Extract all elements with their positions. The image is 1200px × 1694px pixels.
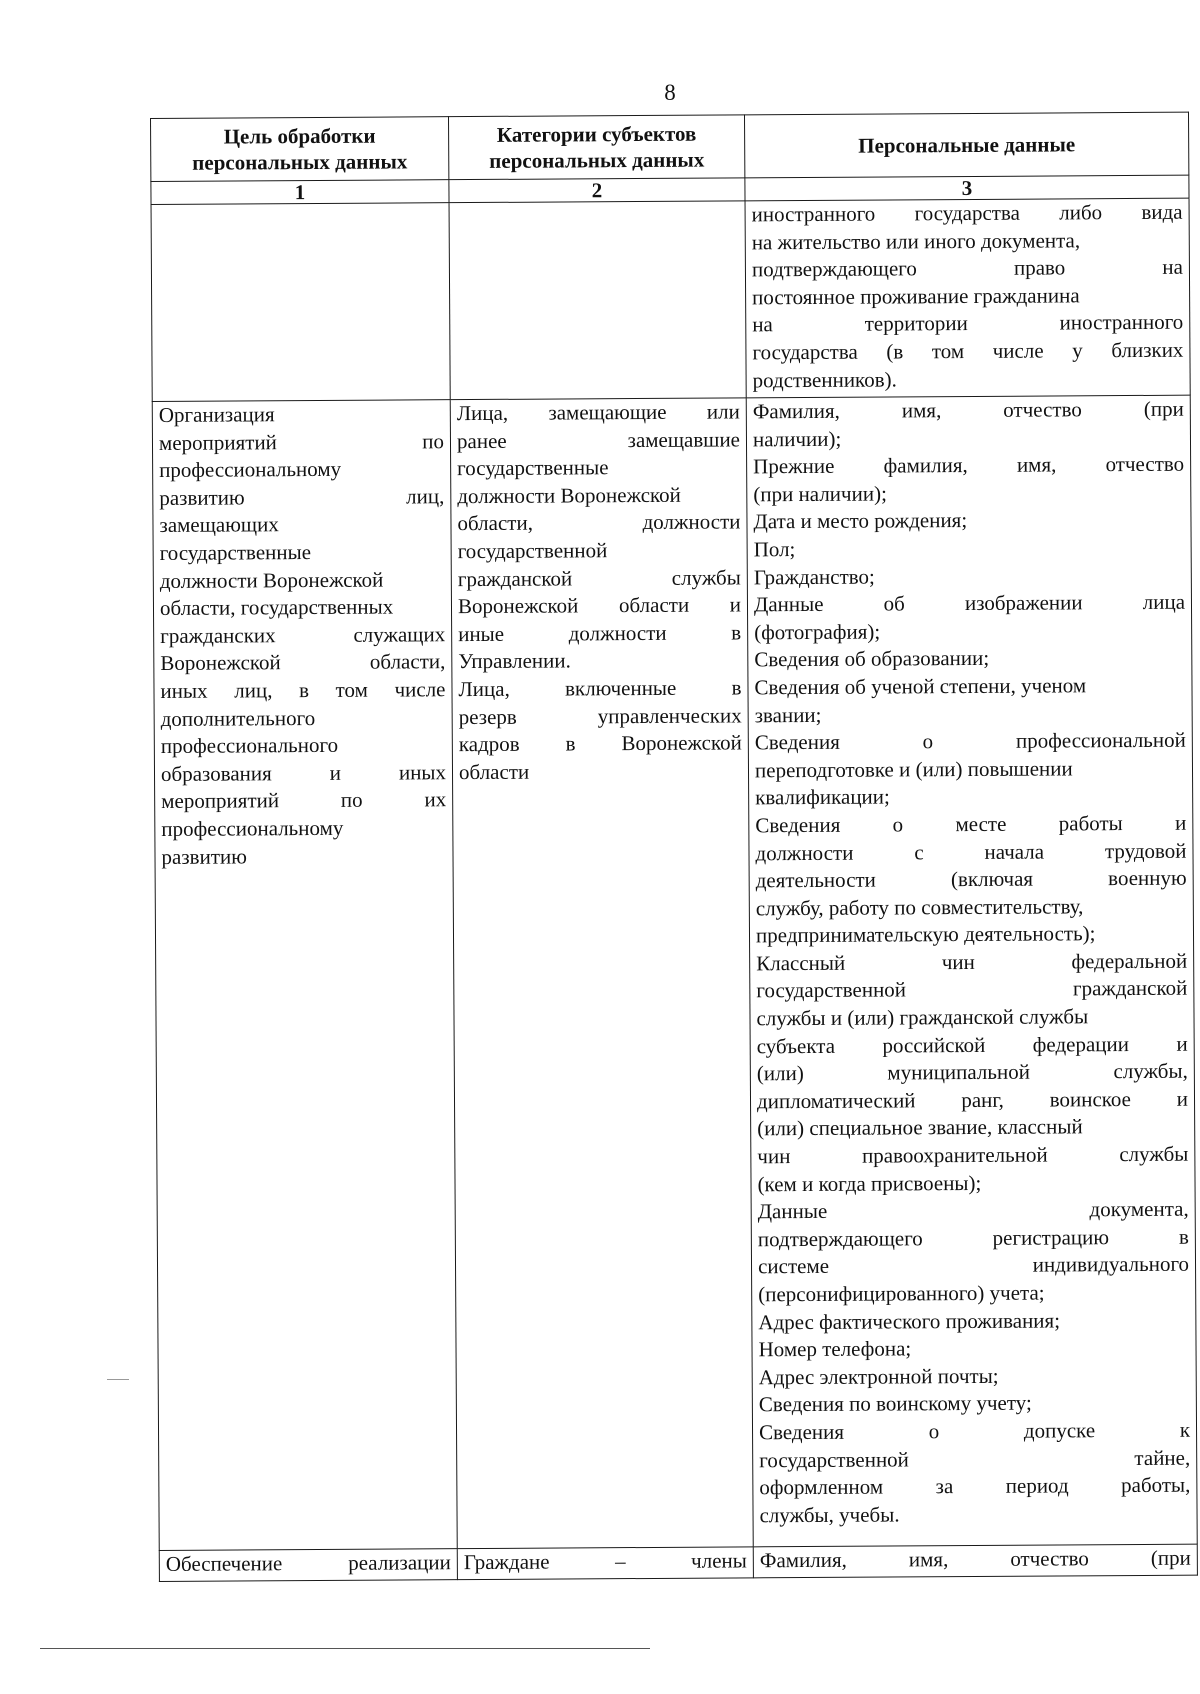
cell-line: должности с начала трудовой [755, 838, 1187, 865]
cell-line: гражданских служащих [160, 621, 446, 648]
cell-line: Номер телефона; [758, 1336, 912, 1362]
cell-line: наличии); [752, 426, 842, 451]
purpose-cell [159, 1549, 457, 1582]
cell-line: Воронежской области, [160, 649, 446, 676]
cell-line: Данные об изображении лица [753, 589, 1186, 617]
table-row [159, 1544, 1197, 1581]
cell-line: области, государственных [159, 594, 394, 621]
cell-line: Сведения о профессиональной [754, 727, 1186, 755]
header-personal-data: Персональные данные [744, 112, 1188, 178]
cell-line: системе индивидуального [757, 1252, 1190, 1279]
cell-line: Лица, включенные в [458, 675, 742, 702]
cell-line: области, должности [457, 509, 741, 536]
table-header-row [151, 112, 1189, 181]
cell-line: иностранного государства либо вида [751, 199, 1183, 227]
cell-line: предпринимательскую деятельность); [755, 921, 1096, 948]
footer-rule [40, 1648, 650, 1649]
cell-line: резерв управленческих [458, 702, 742, 729]
cell-line: Гражданство; [753, 564, 875, 589]
cell-line: мероприятий по [158, 428, 445, 455]
cell-line: Адрес фактического проживания; [758, 1308, 1061, 1334]
table-row [152, 395, 1197, 1550]
cell-line: на жительство или иного документа, [751, 227, 1081, 254]
cell-line: развитию лиц, [159, 483, 445, 510]
cell-line: профессиональному [159, 457, 342, 483]
cell-line: дипломатический ранг, воинское и [756, 1086, 1189, 1114]
cell-line: (фотография); [754, 619, 881, 645]
cell-line: государственные [159, 539, 312, 565]
cell-line: Сведения об образовании; [754, 646, 990, 672]
cell-line: государственные [457, 455, 609, 481]
cell-line: переподготовке и (или) повышении [754, 756, 1073, 783]
cell-line: Адрес электронной почты; [758, 1363, 999, 1390]
cell-line: деятельности (включая военную [755, 865, 1187, 893]
cell-line: профессиональному [161, 815, 344, 841]
cell-line: кадров в Воронежской [458, 730, 742, 757]
cell-line: Сведения по воинскому учету; [758, 1391, 1032, 1417]
cell-line: должности Воронежской [457, 482, 681, 508]
purpose-cell [151, 203, 450, 402]
cell-line: Дата и место рождения; [753, 508, 968, 534]
cell-line: (или) специальное звание, классный [757, 1114, 1083, 1141]
cell-line: Прежние фамилия, имя, отчество [753, 451, 1185, 479]
cell-line: развитию [161, 843, 247, 869]
personal-data-cell [746, 395, 1197, 1547]
cell-line: Фамилия, имя, отчество (при [752, 396, 1184, 424]
cell-line: Сведения об ученой степени, ученом [754, 673, 1087, 700]
cell-line: Пол; [753, 537, 796, 562]
cell-line: подтверждающего регистрацию в [757, 1224, 1189, 1252]
personal-data-cell [753, 1544, 1197, 1578]
cell-line: Лица, замещающие или [456, 399, 740, 426]
cell-line: Обеспечение реализации [165, 1550, 451, 1576]
cell-line: Классный чин федеральной [756, 948, 1188, 976]
cell-line: дополнительного [160, 705, 316, 731]
cell-line: родственников). [752, 367, 897, 392]
cell-line: подтверждающего право на [751, 254, 1184, 282]
cell-line: иные должности в [458, 620, 742, 646]
cell-line: (или) муниципальной службы, [756, 1058, 1188, 1086]
cell-line: оформленном за период работы, [759, 1472, 1191, 1500]
header-subjects: Категории субъектов персональных данных [448, 115, 744, 180]
cell-line: Сведения о допуске к [758, 1417, 1191, 1445]
cell-line: Граждане – члены [463, 1548, 747, 1575]
cell-line: Фамилия, имя, отчество (при [759, 1545, 1191, 1573]
column-number-2: 2 [449, 178, 745, 203]
cell-line: на территории иностранного [752, 310, 1184, 337]
cell-line: гражданской службы [457, 564, 741, 591]
cell-line: звании; [754, 702, 822, 727]
cell-line: (кем и когда присвоены); [757, 1170, 982, 1196]
cell-line: чин правоохранительной службы [757, 1141, 1189, 1169]
cell-line: мероприятий по их [161, 787, 447, 814]
cell-line: квалификации; [755, 784, 890, 810]
purpose-cell [152, 400, 457, 1551]
cell-line: государственной гражданской [756, 976, 1188, 1003]
cell-line: Организация [158, 402, 275, 427]
cell-line: профессионального [160, 732, 339, 759]
cell-line: постоянное проживание гражданина [752, 283, 1080, 310]
cell-line: ранее замещавшие [456, 426, 741, 453]
cell-line: Сведения о месте работы и [755, 810, 1187, 838]
cell-line: замещающих [159, 512, 279, 538]
cell-line: должности Воронежской [159, 567, 384, 593]
column-number-1: 1 [151, 180, 449, 205]
cell-line: (при наличии); [753, 481, 887, 507]
cell-line: Данные документа, [757, 1196, 1189, 1224]
subjects-cell [457, 1547, 753, 1580]
table-row [151, 198, 1190, 401]
cell-line: государства (в том числе у близких [752, 337, 1184, 365]
subjects-cell [450, 398, 753, 1549]
cell-line: Управлении. [458, 648, 571, 674]
cell-line: иных лиц, в том числе [160, 677, 446, 703]
cell-line: службы и (или) гражданской службы [756, 1004, 1089, 1031]
cell-line: службы, учебы. [759, 1502, 900, 1528]
cell-line: образования и иных [160, 759, 447, 786]
page-number: 8 [664, 80, 676, 105]
column-number-3: 3 [745, 175, 1189, 201]
personal-data-table [150, 112, 1198, 1582]
cell-line: государственной тайне, [759, 1445, 1191, 1472]
cell-line: субъекта российской федерации и [756, 1031, 1188, 1058]
header-purpose: Цель обработки персональных данных [151, 117, 449, 182]
margin-mark [107, 1379, 129, 1380]
cell-line: службу, работу по совместительству, [755, 894, 1084, 921]
subjects-cell [449, 201, 746, 400]
cell-line: Воронежской области и [457, 592, 742, 619]
cell-line: государственной [457, 538, 608, 564]
cell-line: (персонифицированного) учета; [758, 1280, 1045, 1307]
cell-line: области [458, 759, 530, 784]
personal-data-cell [745, 198, 1190, 398]
